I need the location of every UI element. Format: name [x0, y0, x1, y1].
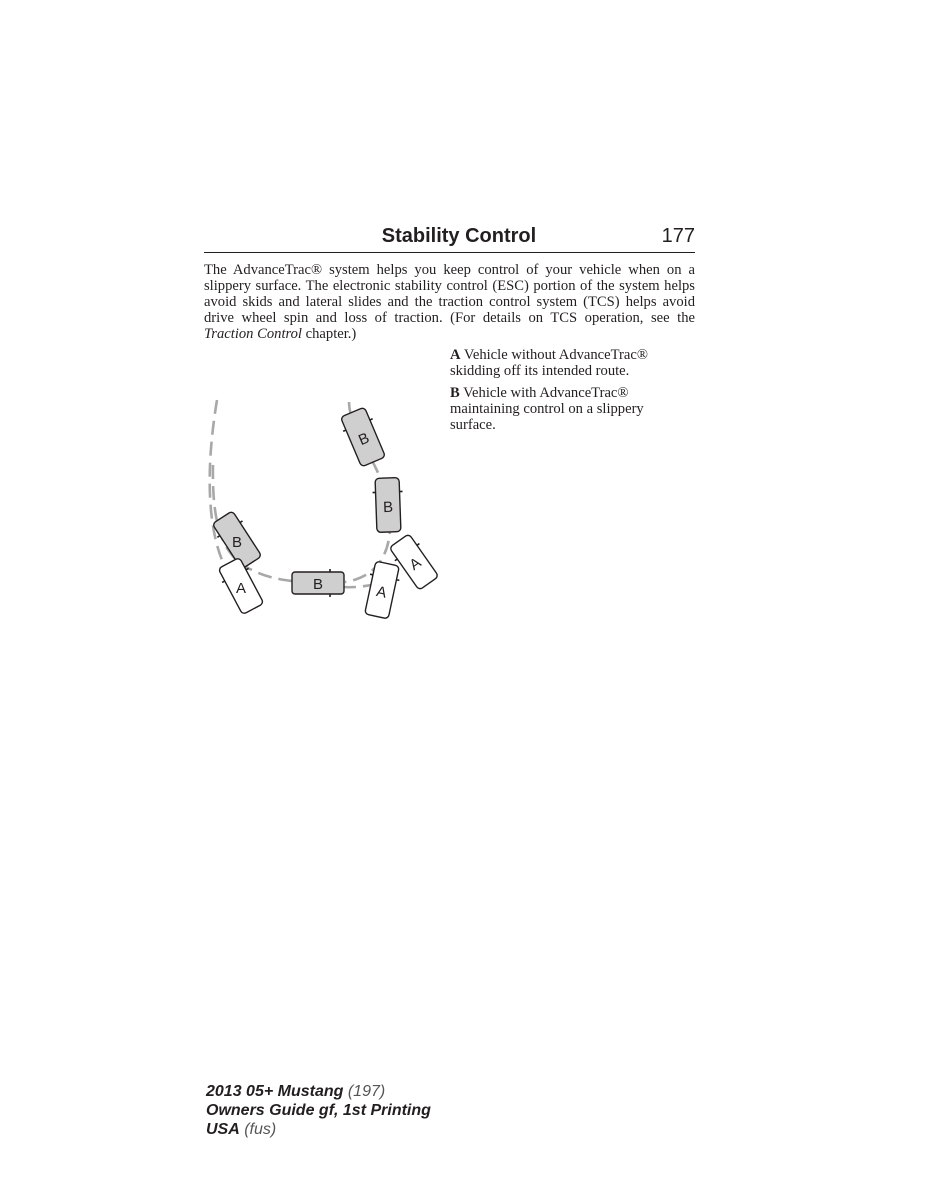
mirror-mark: [343, 430, 346, 431]
mirror-mark: [370, 574, 373, 575]
mirror-mark: [370, 419, 373, 420]
legend-item-b: [450, 385, 690, 433]
vehicle-b-left-label: B: [231, 534, 243, 551]
vehicle-b-bottom-label: B: [312, 576, 324, 593]
footer-model: 2013 05+ Mustang: [206, 1083, 344, 1100]
mirror-mark: [222, 581, 225, 582]
vehicle-b-right-label: B: [382, 498, 394, 517]
page-number: 177: [661, 225, 695, 247]
mirror-mark: [396, 580, 399, 581]
vehicle-a-right-upper-label: A: [406, 554, 425, 574]
vehicle-b-top-label: B: [356, 429, 372, 450]
mirror-mark: [217, 536, 220, 538]
vehicle-a-right-lower: [362, 560, 403, 619]
section-title: Stability Control: [381, 225, 537, 247]
legend-key-a: A: [450, 347, 461, 363]
intro-text-1: The AdvanceTrac® system helps you keep control of your vehicle when on a slippery surface. The electronic stability control (ESC) portion of the system helps avoid skids and lateral slides and the traction control system (TCS) helps avoid drive wheel spin and loss of traction. (For details on TCS operation, see the: [204, 262, 695, 326]
footer-line-3: [206, 1120, 431, 1139]
legend-text-a: Vehicle without AdvanceTrac® skidding off its intended route.: [450, 347, 648, 379]
vehicle-b-right: [372, 477, 404, 532]
legend-item-a: [450, 347, 690, 379]
footer-market: USA: [206, 1121, 240, 1138]
vehicle-b-top: [338, 406, 389, 468]
footer-line-2: Owners Guide gf, 1st Printing: [206, 1102, 431, 1119]
footer-market-code: (fus): [239, 1121, 277, 1138]
legend-key-b: B: [450, 385, 460, 401]
mirror-mark: [395, 559, 397, 561]
print-footer: [206, 1082, 431, 1139]
vehicle-b-bottom: [292, 569, 344, 597]
vehicle-a-left: [216, 556, 267, 616]
vehicle-a-left-label: A: [235, 580, 247, 597]
diagram-legend: [450, 347, 690, 439]
intro-text-2: chapter.): [302, 326, 357, 342]
mirror-mark: [417, 544, 419, 546]
advancetrac-skid-diagram: [200, 392, 450, 627]
traction-control-reference: Traction Control: [204, 326, 302, 342]
footer-model-code: (197): [343, 1083, 386, 1100]
page-header: [204, 224, 695, 253]
mirror-mark: [240, 521, 243, 523]
legend-text-b: Vehicle with AdvanceTrac® maintaining control on a slippery surface.: [450, 385, 644, 433]
intro-paragraph: [204, 262, 695, 342]
vehicle-a-right-lower-label: A: [374, 583, 389, 602]
footer-line-1: [206, 1082, 431, 1101]
